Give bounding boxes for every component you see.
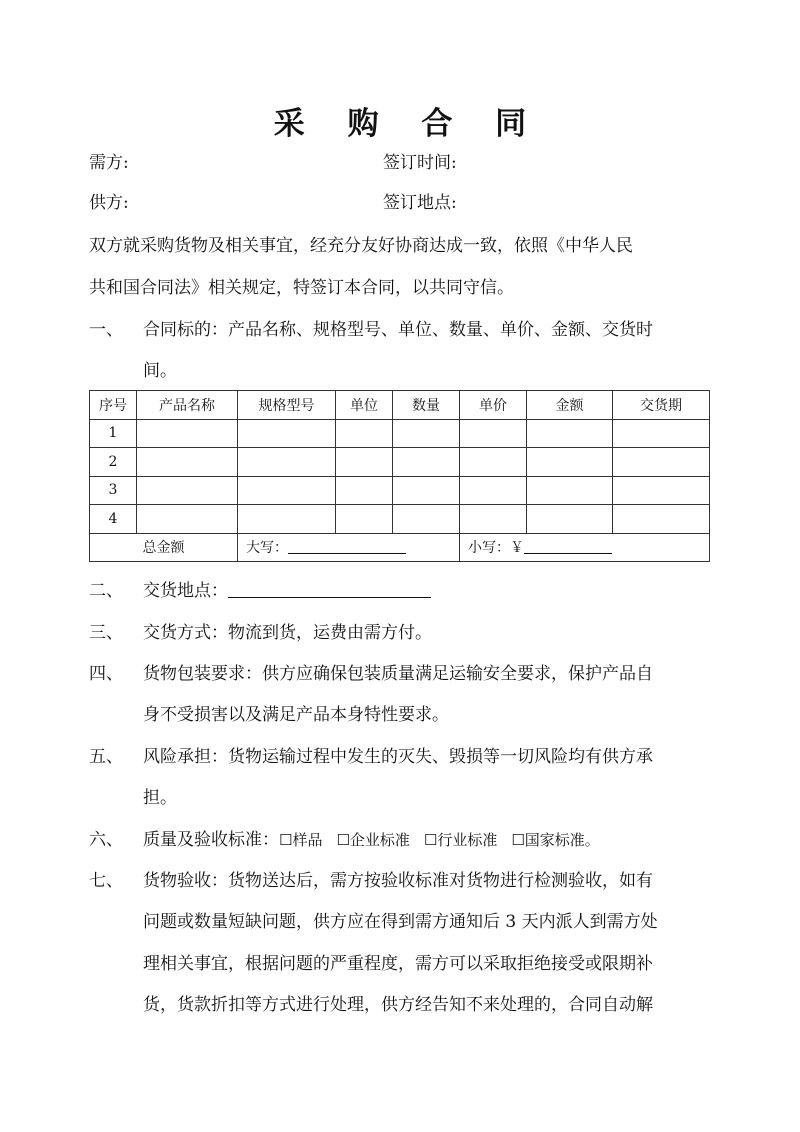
clause-7-line-1: 货物验收：货物送达后，需方按验收标准对货物进行检测验收，如有 xyxy=(143,871,653,891)
upper-amount-blank[interactable] xyxy=(288,537,406,554)
table-cell[interactable] xyxy=(336,448,393,477)
clause-6-line xyxy=(143,830,600,850)
clause-3-text: 交货方式：物流到货，运费由需方付。 xyxy=(143,623,432,643)
table-cell[interactable] xyxy=(613,448,710,477)
table-cell[interactable] xyxy=(613,505,710,534)
clause-7-line-4: 货，货款折扣等方式进行处理，供方经告知不来处理的，合同自动解 xyxy=(143,995,653,1015)
delivery-place-blank[interactable] xyxy=(228,581,431,598)
table-cell[interactable] xyxy=(336,476,393,505)
clause-6-number: 六、 xyxy=(89,830,123,850)
checkbox-industry-standard[interactable]: ☐行业标准 xyxy=(423,831,498,849)
clause-1-number: 一、 xyxy=(89,320,123,340)
table-cell[interactable] xyxy=(527,448,613,477)
clause-2-label: 交货地点： xyxy=(143,581,228,601)
clause-5-line-1: 风险承担：货物运输过程中发生的灭失、毁损等一切风险均有供方承 xyxy=(143,747,653,767)
clause-5-line-2: 担。 xyxy=(143,788,177,808)
clause-4-line-2: 身不受损害以及满足产品本身特性要求。 xyxy=(143,705,449,725)
table-cell[interactable] xyxy=(238,448,336,477)
table-cell[interactable] xyxy=(137,419,238,448)
table-cell[interactable] xyxy=(137,476,238,505)
goods-table xyxy=(89,390,710,562)
table-cell[interactable] xyxy=(238,505,336,534)
table-header-row xyxy=(90,391,710,420)
table-cell[interactable] xyxy=(460,505,527,534)
table-header-cell: 数量 xyxy=(393,391,460,420)
intro-line-2: 共和国合同法》相关规定，特签订本合同，以共同守信。 xyxy=(89,278,514,298)
upper-amount-label: 大写： xyxy=(246,540,288,557)
table-cell[interactable] xyxy=(137,448,238,477)
row-number: 1 xyxy=(90,419,137,448)
table-row xyxy=(90,476,710,505)
total-row xyxy=(90,533,710,562)
upper-amount-cell[interactable] xyxy=(238,533,460,562)
table-header-cell: 单位 xyxy=(336,391,393,420)
clause-2-line xyxy=(143,581,431,601)
table-cell[interactable] xyxy=(527,476,613,505)
table-cell[interactable] xyxy=(393,448,460,477)
table-cell[interactable] xyxy=(336,505,393,534)
table-cell[interactable] xyxy=(238,476,336,505)
row-number: 3 xyxy=(90,476,137,505)
table-cell[interactable] xyxy=(336,419,393,448)
table-cell[interactable] xyxy=(527,419,613,448)
checkbox-sample[interactable]: ☐样品 xyxy=(279,831,323,849)
table-row xyxy=(90,505,710,534)
table-header-cell: 单价 xyxy=(460,391,527,420)
table-header-cell: 交货期 xyxy=(613,391,710,420)
sign-time-label: 签订时间: xyxy=(383,153,457,173)
checkbox-national-standard[interactable]: ☐国家标准。 xyxy=(511,831,600,849)
table-header-cell: 序号 xyxy=(90,391,137,420)
table-cell[interactable] xyxy=(238,419,336,448)
table-header-cell: 产品名称 xyxy=(137,391,238,420)
table-cell[interactable] xyxy=(613,476,710,505)
table-cell[interactable] xyxy=(527,505,613,534)
table-cell[interactable] xyxy=(393,419,460,448)
row-number: 2 xyxy=(90,448,137,477)
table-header-cell: 规格型号 xyxy=(238,391,336,420)
clause-2-number: 二、 xyxy=(89,581,123,601)
table-row xyxy=(90,448,710,477)
lower-amount-blank[interactable] xyxy=(524,537,612,554)
table-cell[interactable] xyxy=(460,448,527,477)
table-cell[interactable] xyxy=(460,476,527,505)
clause-7-number: 七、 xyxy=(89,871,123,891)
clause-7-line-3: 理相关事宜，根据问题的严重程度，需方可以采取拒绝接受或限期补 xyxy=(143,954,653,974)
table-cell[interactable] xyxy=(137,505,238,534)
table-cell[interactable] xyxy=(613,419,710,448)
table-header-cell: 金额 xyxy=(527,391,613,420)
clause-4-line-1: 货物包装要求：供方应确保包装质量满足运输安全要求，保护产品自 xyxy=(143,664,653,684)
table-cell[interactable] xyxy=(393,505,460,534)
lower-amount-cell[interactable] xyxy=(460,533,710,562)
buyer-label: 需方: xyxy=(89,153,129,173)
clause-7-line-2: 问题或数量短缺问题，供方应在得到需方通知后 3 天内派人到需方处 xyxy=(143,912,658,932)
clause-4-number: 四、 xyxy=(89,664,123,684)
total-label: 总金额 xyxy=(90,533,238,562)
sign-place-label: 签订地点: xyxy=(383,193,457,213)
row-number: 4 xyxy=(90,505,137,534)
page-title: 采 购 合 同 xyxy=(273,106,543,142)
supplier-label: 供方: xyxy=(89,193,129,213)
clause-3-number: 三、 xyxy=(89,623,123,643)
clause-6-label: 质量及验收标准： xyxy=(143,830,279,850)
clause-1-line-2: 间。 xyxy=(143,361,177,381)
clause-5-number: 五、 xyxy=(89,747,123,767)
clause-1-line-1: 合同标的：产品名称、规格型号、单位、数量、单价、金额、交货时 xyxy=(143,320,653,340)
table-row xyxy=(90,419,710,448)
lower-amount-label: 小写：￥ xyxy=(468,540,524,557)
checkbox-enterprise-standard[interactable]: ☐企业标准 xyxy=(336,831,410,849)
table-cell[interactable] xyxy=(393,476,460,505)
table-cell[interactable] xyxy=(460,419,527,448)
intro-line-1: 双方就采购货物及相关事宜，经充分友好协商达成一致，依照《中华人民 xyxy=(89,236,633,256)
